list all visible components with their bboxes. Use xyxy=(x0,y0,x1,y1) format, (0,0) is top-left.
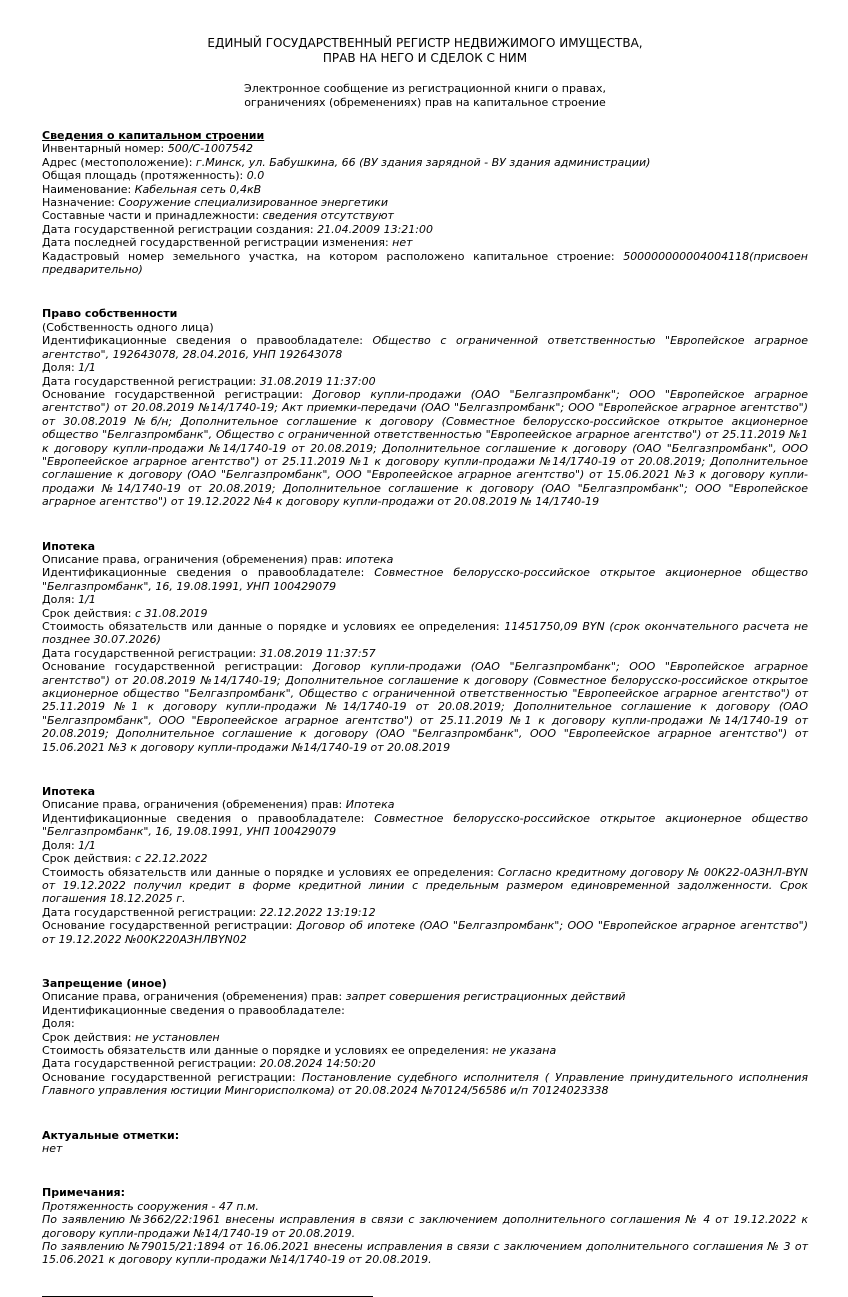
field-label: Срок действия: xyxy=(42,852,132,866)
field-value: нет xyxy=(42,1142,63,1155)
field-label: Стоимость обязательств или данные о порядке и условиях ее определения: xyxy=(42,1043,489,1057)
section-fields xyxy=(42,142,808,276)
field-label: Основание государственной регистрации: xyxy=(42,387,303,401)
field-value: 31.08.2019 11:37:57 xyxy=(256,646,376,660)
field-label: Общая площадь (протяженность): xyxy=(42,169,244,183)
field-value: Договор купли-продажи (ОАО "Белгазпромбанк"; ООО "Европейское аграрное агентство") от 20.08.2019 №14/1740-19; Дополнительное соглашение к договору (Совместное белорусско-российское открытое акционерное общество "Белгазпромбанк", Общество с ограниченной ответственностью "Европеейское аграрное агентство") от 25.11.2019 №1 к договору купли-продажи №14/1740-19 от 20.08.2019; Дополнительное соглашение к договору (ОАО "Белгазпромбанк", ООО "Европеейское аграрное агентство") от 25.11.2019 №1 к договору купли-продажи №14/1740-19 от 20.08.2019; Дополнительное соглашение к договору (ОАО "Белгазпромбанк", ООО "Европеейское аграрное агентство") от 15.06.2021 №3 к договору купли-продажи №14/1740-19 от 20.08.2019 xyxy=(42,660,809,754)
document-subtitle-line2: ограничениях (обременениях) прав на капитальное строение xyxy=(244,96,606,109)
field-value: Постановление судебного исполнителя ( Управление принудительного исполнения Главного управления юстиции Мингорисполкома) от 20.08.2024 №70124/56586 и/п 70124023338 xyxy=(42,1070,808,1098)
register-section xyxy=(42,977,808,1098)
section-fields xyxy=(42,334,808,508)
field-value: ипотека xyxy=(342,552,394,566)
field-value: 500000000004004118(присвоен предварительно) xyxy=(42,249,808,277)
field-row xyxy=(42,1044,808,1057)
field-value: Договор купли-продажи (ОАО "Белгазпромбанк"; ООО "Европейское аграрное агентство") от 20.08.2019 №14/1740-19; Акт приемки-передачи (ОАО "Белгазпромбанк"; ООО "Европейское аграрное агентство") от 30.08.2019 №б/н; Дополнительное соглашение к договору (Совместное белорусско-российское открытое акционерное общество "Белгазпромбанк", Общество с ограниченной ответственностью "Европеейское аграрное агентство") от 25.11.2019 №1 к договору купли-продажи №14/1740-19 от 20.08.2019; Дополнительное соглашение к договору (ОАО "Белгазпромбанк", ООО "Европеейское аграрное агентство") от 25.11.2019 №1 к договору купли-продажи №14/1740-19 от 20.08.2019; Дополнительное соглашение к договору (ОАО "Белгазпромбанк", ООО "Европеейское аграрное агентство") от 15.06.2021 №3 к договору купли-продажи №14/1740-19 от 20.08.2019; Дополнительное соглашение к договору (ОАО "Белгазпромбанк"; ООО "Европейское аграрное агентство") от 19.12.2022 №4 к договору купли-продажи от 20.08.2019 № 14/1740-19 xyxy=(42,387,809,509)
field-row xyxy=(42,660,808,754)
field-label: Дата последней государственной регистрации изменения: xyxy=(42,236,389,250)
field-row xyxy=(42,566,808,593)
field-label: Идентификационные сведения о правообладателе: xyxy=(42,334,363,348)
field-row xyxy=(42,553,808,566)
field-value: не установлен xyxy=(131,1030,220,1044)
field-label: Кадастровый номер земельного участка, на котором расположено капитальное строение: xyxy=(42,249,615,263)
field-row xyxy=(42,852,808,865)
section-fields xyxy=(42,1200,808,1267)
section-subheading: (Собственность одного лица) xyxy=(42,320,214,334)
field-row xyxy=(42,1142,808,1155)
field-row xyxy=(42,223,808,236)
field-value: 22.12.2022 13:19:12 xyxy=(256,905,376,919)
field-value: 31.08.2019 11:37:00 xyxy=(256,374,376,388)
field-row xyxy=(42,866,808,906)
field-row xyxy=(42,1057,808,1070)
field-value: Договор об ипотеке (ОАО "Белгазпромбанк"; ООО "Европейское аграрное агентство") от 19.12.2022 №00К220АЗНЛBYN02 xyxy=(42,919,809,946)
field-value: Общество с ограниченной ответственностью "Европейское аграрное агентство", 192643078, 28.04.2016, УНП 192643078 xyxy=(42,334,808,361)
document-title-line1: ЕДИНЫЙ ГОСУДАРСТВЕННЫЙ РЕГИСТР НЕДВИЖИМОГО ИМУЩЕСТВА, xyxy=(207,36,643,50)
field-label: Стоимость обязательств или данные о порядке и условиях ее определения: xyxy=(42,620,500,633)
document-subtitle-line1: Электронное сообщение из регистрационной книги о правах, xyxy=(244,82,606,95)
field-label: Доля: xyxy=(42,1017,75,1031)
field-row xyxy=(42,361,808,374)
field-row xyxy=(42,1200,808,1213)
field-row xyxy=(42,593,808,606)
field-label: Идентификационные сведения о правообладателе: xyxy=(42,566,365,580)
field-value: По заявлению №79015/21:1894 от 16.06.2021 внесены исправления в связи с заключением дополнительного соглашения № 3 от 15.06.2021 к договору купли-продажи №14/1740-19 от 20.08.2019. xyxy=(42,1240,808,1267)
field-label: Дата государственной регистрации: xyxy=(42,1057,257,1071)
field-value: 11451750,09 BYN (срок окончательного расчета не позднее 30.07.2026) xyxy=(42,620,808,647)
sections xyxy=(42,129,808,1267)
field-row xyxy=(42,1004,808,1017)
field-label: Наименование: xyxy=(42,182,132,196)
field-label: Срок действия: xyxy=(42,1030,132,1044)
field-value: с 31.08.2019 xyxy=(131,606,208,620)
field-label: Доля: xyxy=(42,593,75,607)
field-row xyxy=(42,1240,808,1267)
field-label: Дата государственной регистрации: xyxy=(42,646,257,660)
section-heading: Сведения о капитальном строении xyxy=(42,129,265,142)
field-row xyxy=(42,169,808,182)
section-fields xyxy=(42,553,808,754)
field-label: Составные части и принадлежности: xyxy=(42,209,260,223)
field-value: Совместное белорусско-российское открытое акционерное общество "Белгазпромбанк", 16, 19.08.1991, УНП 100429079 xyxy=(42,811,808,839)
field-row xyxy=(42,388,808,509)
field-row xyxy=(42,334,808,361)
register-section xyxy=(42,1129,808,1156)
field-row xyxy=(42,1071,808,1098)
field-label: Адрес (местоположение): xyxy=(42,155,193,169)
document-title xyxy=(42,36,808,66)
section-heading: Ипотека xyxy=(42,785,96,799)
field-value: 1/1 xyxy=(74,361,96,375)
field-value: Ипотека xyxy=(342,798,395,812)
field-value: 500/С-1007542 xyxy=(164,142,254,156)
field-row xyxy=(42,196,808,209)
field-label: Дата государственной регистрации: xyxy=(42,905,257,919)
field-row xyxy=(42,990,808,1003)
field-label: Описание права, ограничения (обременения) прав: xyxy=(42,990,343,1004)
field-label: Инвентарный номер: xyxy=(42,142,165,156)
field-label: Дата государственной регистрации создания: xyxy=(42,222,314,236)
field-value: сведения отсутствуют xyxy=(259,209,394,223)
section-heading: Запрещение (иное) xyxy=(42,976,167,990)
section-fields xyxy=(42,798,808,945)
field-value: 1/1 xyxy=(74,593,96,607)
field-label: Срок действия: xyxy=(42,606,132,620)
field-row xyxy=(42,839,808,852)
field-label: Стоимость обязательств или данные о порядке и условиях ее определения: xyxy=(42,865,494,879)
section-heading: Примечания: xyxy=(42,1186,125,1200)
register-section xyxy=(42,1186,808,1266)
field-label: Описание права, ограничения (обременения) прав: xyxy=(42,798,343,812)
field-value: По заявлению №3662/22:1961 внесены исправления в связи с заключением дополнительного соглашения № 4 от 19.12.2022 к договору купли-продажи №14/1740-19 от 20.08.2019. xyxy=(42,1213,808,1240)
register-section xyxy=(42,129,808,276)
field-row xyxy=(42,607,808,620)
field-value: Сооружение специализированное энергетики xyxy=(114,196,389,210)
field-label: Доля: xyxy=(42,838,75,852)
section-heading: Ипотека xyxy=(42,539,96,553)
field-value: г.Минск, ул. Бабушкина, 66 (ВУ здания зарядной - ВУ здания администрации) xyxy=(192,155,651,169)
field-row xyxy=(42,1213,808,1240)
field-value: 21.04.2009 13:21:00 xyxy=(313,222,434,236)
field-row xyxy=(42,375,808,388)
register-section xyxy=(42,785,808,946)
field-value: нет xyxy=(388,236,413,250)
field-value: 1/1 xyxy=(74,838,96,852)
section-heading: Право собственности xyxy=(42,307,178,321)
field-row xyxy=(42,236,808,249)
field-row xyxy=(42,142,808,155)
field-label: Идентификационные сведения о правообладателе: xyxy=(42,1003,345,1017)
field-row xyxy=(42,1017,808,1030)
field-row xyxy=(42,620,808,647)
field-row xyxy=(42,183,808,196)
field-value: запрет совершения регистрационных действий xyxy=(342,990,626,1004)
field-value: Совместное белорусско-российское открытое акционерное общество "Белгазпромбанк", 16, 19.08.1991, УНП 100429079 xyxy=(42,566,808,593)
section-heading: Актуальные отметки: xyxy=(42,1128,180,1142)
field-row xyxy=(42,647,808,660)
field-label: Основание государственной регистрации: xyxy=(42,1070,296,1084)
field-row xyxy=(42,156,808,169)
field-label: Основание государственной регистрации: xyxy=(42,919,293,933)
field-row xyxy=(42,919,808,946)
section-fields xyxy=(42,990,808,1097)
field-label: Назначение: xyxy=(42,196,115,210)
field-value: Согласно кредитному договору № 00К22-0АЗНЛ-BYN от 19.12.2022 получил кредит в форме кредитной линии с предельным размером единовременной задолженности. Срок погашения 18.12.2025 г. xyxy=(42,865,808,906)
field-row xyxy=(42,1031,808,1044)
document-subtitle xyxy=(42,82,808,110)
field-value: 20.08.2024 14:50:20 xyxy=(256,1057,376,1071)
field-label: Дата государственной регистрации: xyxy=(42,374,257,388)
field-value: Протяженность сооружения - 47 п.м. xyxy=(42,1199,259,1213)
register-section xyxy=(42,307,808,508)
register-section xyxy=(42,540,808,755)
field-label: Описание права, ограничения (обременения) прав: xyxy=(42,552,343,566)
field-row xyxy=(42,209,808,222)
field-value: 0.0 xyxy=(243,169,265,183)
field-value: с 22.12.2022 xyxy=(131,852,208,866)
field-row xyxy=(42,798,808,811)
field-label: Идентификационные сведения о правообладателе: xyxy=(42,811,365,825)
field-row xyxy=(42,812,808,839)
field-label: Основание государственной регистрации: xyxy=(42,660,303,674)
document-title-line2: ПРАВ НА НЕГО И СДЕЛОК С НИМ xyxy=(322,51,528,65)
field-row xyxy=(42,250,808,277)
field-row xyxy=(42,906,808,919)
field-label: Доля: xyxy=(42,361,75,375)
field-value: не указана xyxy=(488,1043,557,1057)
field-value: Кабельная сеть 0,4кВ xyxy=(131,182,262,196)
section-fields xyxy=(42,1142,808,1155)
